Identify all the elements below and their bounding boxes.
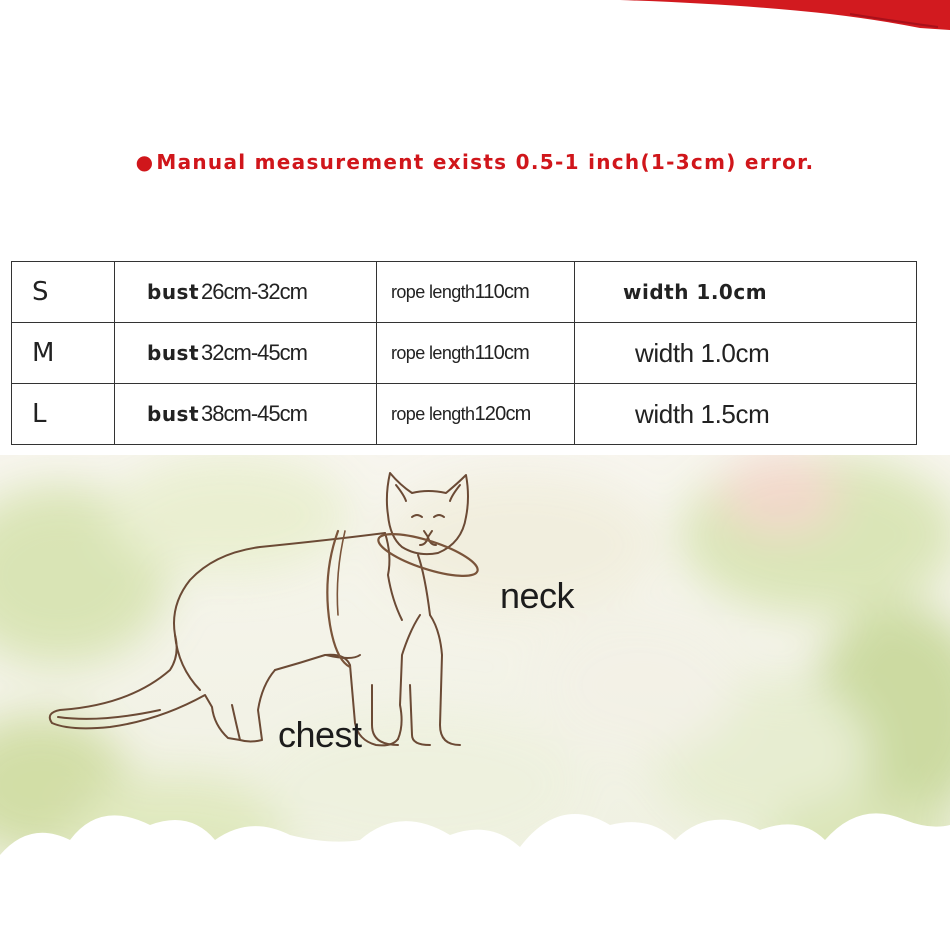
rope-value: 110cm [474, 280, 530, 303]
rope-cell [377, 262, 575, 323]
rope-value: 110cm [474, 341, 530, 364]
width-value: width 1.0cm [575, 323, 917, 384]
size-chart-table [11, 261, 917, 445]
rope-label: rope length [391, 403, 475, 424]
width-value: width 1.0cm [575, 262, 917, 323]
chest-label: chest [278, 714, 362, 755]
bust-cell [115, 384, 377, 445]
bust-label: bust [147, 341, 200, 365]
measurement-notice [0, 150, 950, 174]
bullet-icon: ● [135, 150, 155, 174]
bust-cell [115, 323, 377, 384]
bust-label: bust [147, 402, 200, 426]
rope-cell [377, 384, 575, 445]
neck-label: neck [500, 575, 575, 616]
rope-label: rope length [391, 342, 475, 363]
size-label: M [12, 323, 115, 384]
rope-value: 120cm [474, 402, 531, 425]
size-label: S [12, 262, 115, 323]
rope-cell [377, 323, 575, 384]
width-value: width 1.5cm [575, 384, 917, 445]
bust-label: bust [147, 280, 200, 304]
table-row [12, 323, 917, 384]
bust-value: 38cm-45cm [201, 401, 307, 426]
rope-label: rope length [391, 281, 475, 302]
bust-cell [115, 262, 377, 323]
cat-measurement-diagram [0, 455, 950, 950]
notice-text: Manual measurement exists 0.5-1 inch(1-3cm) error. [156, 150, 815, 174]
bust-value: 26cm-32cm [201, 279, 307, 304]
red-ribbon-edge [620, 0, 950, 32]
table-row [12, 262, 917, 323]
table-row [12, 384, 917, 445]
bust-value: 32cm-45cm [201, 340, 307, 365]
size-label: L [12, 384, 115, 445]
